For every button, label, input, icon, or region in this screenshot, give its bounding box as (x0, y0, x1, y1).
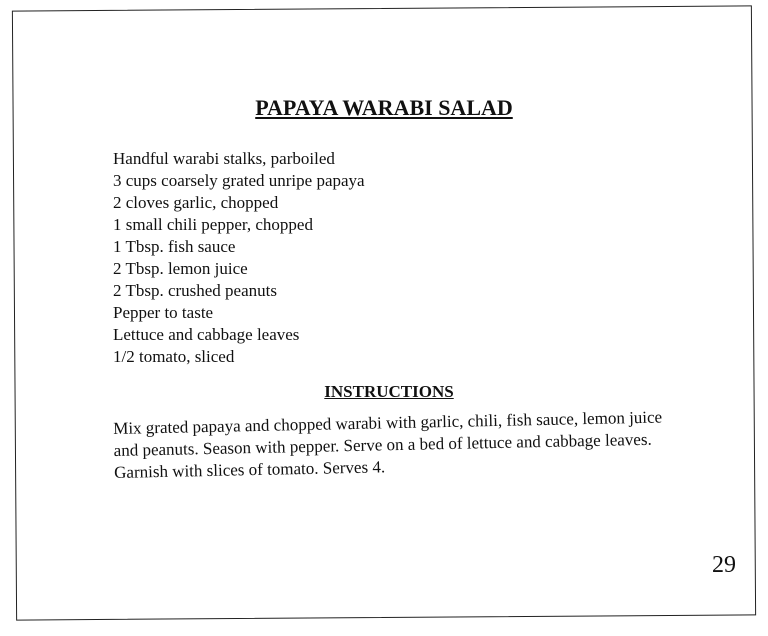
ingredient: 3 cups coarsely grated unripe papaya (113, 171, 365, 190)
instructions-heading: INSTRUCTIONS (324, 382, 454, 401)
ingredient: 1 Tbsp. fish sauce (113, 237, 236, 256)
ingredient: 1/2 tomato, sliced (113, 347, 235, 366)
ingredient: 2 Tbsp. lemon juice (113, 259, 248, 278)
ingredient: 2 cloves garlic, chopped (113, 193, 279, 212)
ingredient: Pepper to taste (113, 303, 214, 322)
instructions-text: Mix grated papaya and chopped warabi with garlic, chili, fish sauce, lemon juice and peanuts. Season with pepper. Serve on a bed of lettuce and cabbage leaves. Garnish with slices of tomato. Serves 4. (113, 407, 663, 482)
recipe-title: PAPAYA WARABI SALAD (255, 95, 513, 120)
ingredient: 1 small chili pepper, chopped (113, 215, 313, 234)
ingredient: Handful warabi stalks, parboiled (113, 149, 335, 168)
page-number: 29 (712, 552, 736, 578)
ingredient: 2 Tbsp. crushed peanuts (113, 281, 277, 300)
ingredient-list (113, 148, 365, 368)
ingredient: Lettuce and cabbage leaves (113, 325, 300, 344)
